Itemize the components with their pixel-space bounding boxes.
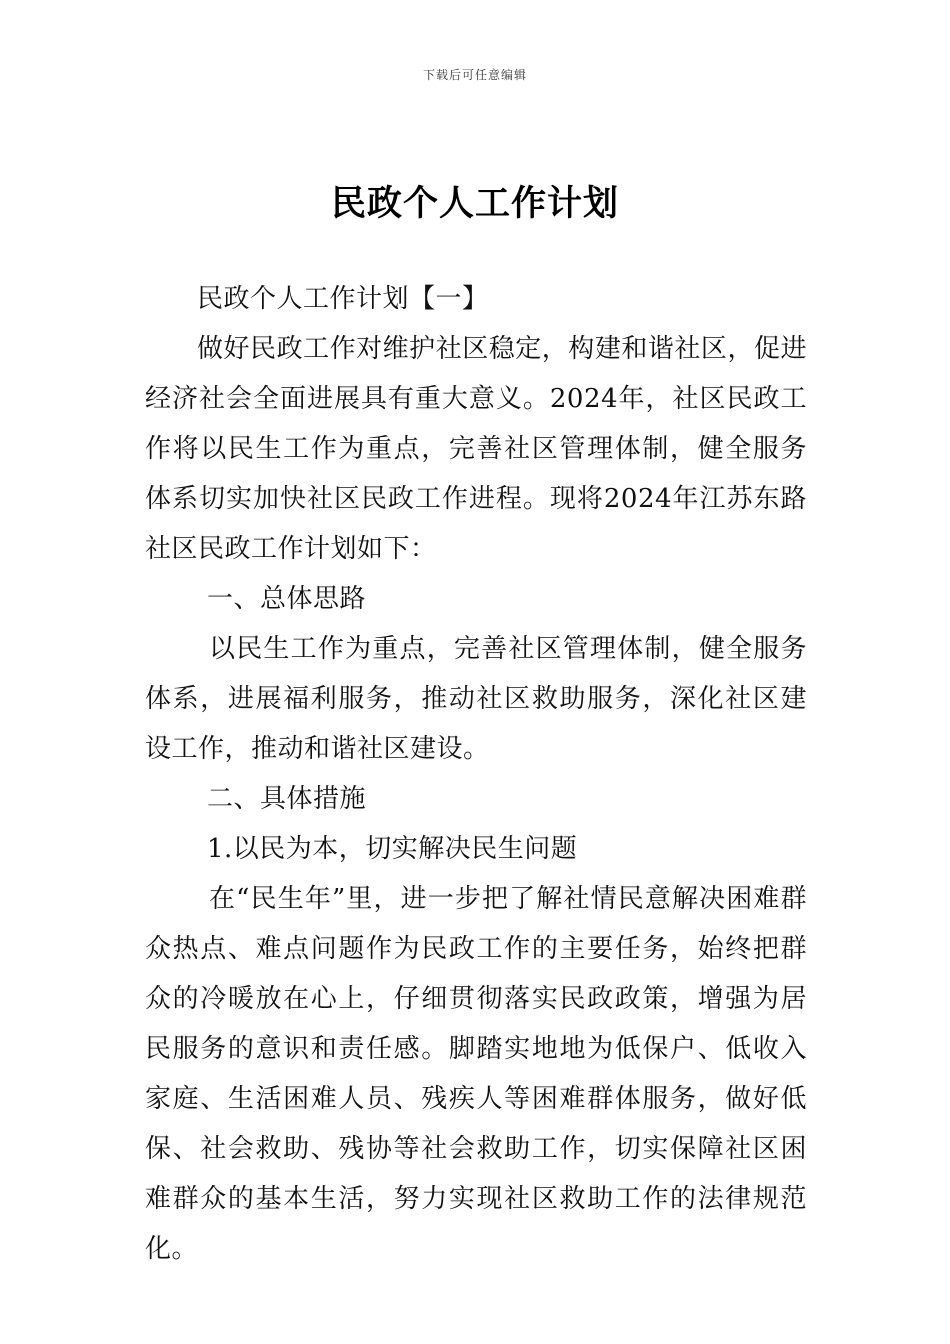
heading-specific-measures: 二、具体措施 — [207, 784, 367, 814]
general-idea-paragraph: 以民生工作为重点，完善社区管理体制，健全服务体系，进展福利服务，推动社区救助服务，深化社区建设工作，推动和谐社区建设。 — [145, 634, 807, 764]
header-note: 下载后可任意编辑 — [422, 68, 527, 82]
section-subtitle: 民政个人工作计划【一】 — [197, 284, 489, 314]
measure-1-paragraph: 在“民生年”里，进一步把了解社情民意解决困难群众热点、难点问题作为民政工作的主要任务，始终把群众的冷暖放在心上，仔细贯彻落实民政政策，增强为居民服务的意识和责任感。脚踏实地地为低保户、低收入家庭、生活困难人员、残疾人等困难群体服务，做好低保、社会救助、残协等社会救助工作，切实保障社区困难群众的基本生活，努力实现社区救助工作的法律规范化。 — [145, 884, 807, 1264]
intro-paragraph: 做好民政工作对维护社区稳定，构建和谐社区，促进经济社会全面进展具有重大意义。2024年，社区民政工作将以民生工作为重点，完善社区管理体制，健全服务体系切实加快社区民政工作进程。现将2024年江苏东路社区民政工作计划如下： — [145, 334, 807, 564]
document-body — [145, 274, 807, 1274]
document-title: 民政个人工作计划 — [330, 184, 619, 224]
measure-1-heading: 1.以民为本，切实解决民生问题 — [207, 834, 578, 864]
heading-general-idea: 一、总体思路 — [207, 584, 367, 614]
